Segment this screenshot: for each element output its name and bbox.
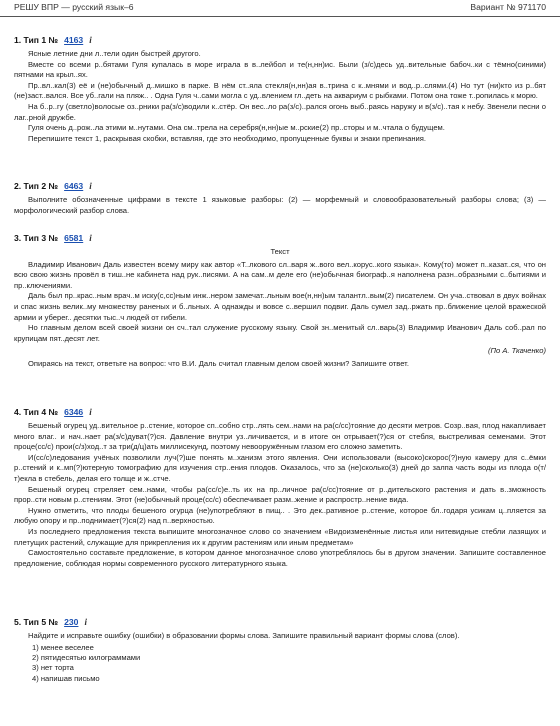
- task-1-heading: [14, 34, 546, 46]
- info-icon[interactable]: i: [89, 34, 92, 45]
- task-3-number-link[interactable]: 6581: [64, 232, 84, 243]
- task-3: [14, 232, 546, 370]
- task-4-line: Бешеный огурец стреляет сем..нами, чтобы ра(сс/с)е..ть их на пр..личное ра(с/сс)тояние от р..дительского растения и дать в..зможность прор..сти новым р..стениям. Этот (не)обычный проце(сс/с) обеспечивает разм..жение и распростр..нение вида.: [14, 484, 546, 505]
- task-5-prefix: 5. Тип 5 №: [14, 616, 59, 627]
- task-1-prefix: 1. Тип 1 №: [14, 34, 59, 45]
- task-1-instruction: Перепишите текст 1, раскрывая скобки, вставляя, где это необходимо, пропущенные буквы и знаки препинания.: [28, 133, 427, 143]
- task-3-prefix: 3. Тип 3 №: [14, 232, 59, 243]
- task-3-question: Опираясь на текст, ответьте на вопрос: что В.И. Даль считал главным делом своей жизни? Запишите ответ.: [28, 358, 409, 368]
- task-4-line: И(сс/с)ледования учёных позволили луч(?)ше понять м..ханизм этого явления. Они использовали (высоко)скорос(?)ную камеру для с..ёмки р..стений и к..мп(?)ютерную томографию для изучения стр..ения плодов. Оказалось, что за (не)сколько(3) дней до залпа часть воды из плода о(т/т)екла в стебель, делая его толще и ж..стче.: [14, 452, 546, 483]
- task-4-number-link[interactable]: 6346: [64, 406, 84, 417]
- task-1-line: На б..р..гу (светло)волосые оз..рники ра(з/с)водили к..стёр. Он вес..ло ра(з/с)..рался огонь выб..раясь наружу и в(з/с)..тая к небу. Звенели песни о лаг..рной дружбе.: [14, 101, 546, 122]
- option-item: 3) нет торта: [32, 663, 74, 673]
- option-item: 4) напишав письмо: [32, 673, 100, 683]
- task-5-line: Найдите и исправьте ошибку (ошибки) в образовании формы слова. Запишите правильный вариант формы слова (слов).: [28, 631, 460, 640]
- task-4-line: Бешеный огурец уд..вительное р..стение, которое сп..собно стр..лять сем..нами на ра(с/сс)тояние до десяти метров. Созр..вая, плод накапливает много влаг.. и нач..нает ра(з/с)дуват(?)ся. Давление внутри уз..личивается, и в итоге он отрывает(?)ся от стебля, выстреливая семенами. Этот проце(сс/с) прои(с/з)ход..т за три(д/ц)ать миллисекунд, поэтому невооружённым глазом его сложно заметить.: [14, 421, 546, 452]
- task-2-heading: [14, 180, 546, 192]
- task-3-heading: [14, 232, 546, 244]
- task-5-heading: [14, 616, 546, 628]
- info-icon[interactable]: i: [89, 232, 92, 243]
- task-1-number-link[interactable]: 4163: [64, 34, 84, 45]
- info-icon[interactable]: i: [84, 616, 87, 627]
- task-4-line: Нужно отметить, что плоды бешеного огурца (не)употребляют в пищ.. . Это дек..ративное р..стение, которое бл..годаря усикам ц..пляется за любую опору и пр..поднимает(?)ся(2) над п..верхностью.: [14, 505, 546, 526]
- task-2-number-link[interactable]: 6463: [64, 180, 84, 191]
- task-4: [14, 406, 546, 569]
- page-header: [14, 0, 546, 14]
- task-3-line: Владимир Иванович Даль известен всему миру как автор «Т..лкового сл..варя ж..вого вел..корус..кого языка». Кому(то) может п..казат..ся, что он всю свою жизнь провёл в тиш..не кабинета над рук..писями. А на сам..м деле его (не)обычная биограф..я наполнена разн..образными с..бытиями и пр..ключениями.: [14, 259, 546, 290]
- task-5-text: [14, 631, 546, 684]
- task-2-line: Выполните обозначенные цифрами в тексте 1 языковые разборы: (2) — морфемный и словообразовательный разборы слова; (3) — морфологический разбор слова.: [14, 195, 546, 215]
- task-4-instruction: Самостоятельно составьте предложение, в котором данное многозначное слово употреблялось бы в другом значении. Запишите составленное предложение, соблюдая нормы современного русского литературного языка.: [14, 548, 546, 568]
- answer-options: [32, 643, 546, 685]
- task-2: [14, 180, 546, 216]
- option-item: 1) менее веселее: [32, 642, 94, 652]
- variant-number: Вариант № 971170: [470, 1, 546, 12]
- task-3-line: Но главным делом всей своей жизни он сч..тал служение русскому языку. Свой зн..менитый сл..варь(3) Владимир Иванович Даль соб..рал по крупицам пят..десят лет.: [14, 323, 546, 343]
- header-title: РЕШУ ВПР — русский язык–6: [14, 1, 134, 12]
- task-1-line: Ясные летние дни л..тели один быстрей другого.: [28, 49, 201, 58]
- task-5: [14, 616, 546, 684]
- info-icon[interactable]: i: [89, 406, 92, 417]
- task-5-number-link[interactable]: 230: [64, 616, 79, 627]
- task-2-prefix: 2. Тип 2 №: [14, 180, 59, 191]
- task-4-heading: [14, 406, 546, 418]
- task-1-line: Гуля очень д..рож..ла этими м..нутами. Она см..трела на серебря(н,нн)ые м..рские(2) пр..сторы и м..чтала о будущем.: [28, 123, 445, 133]
- text-title: Текст: [270, 247, 290, 256]
- task-3-line: Даль был пр..крас..ным врач..м иску(с,сс)ным инж..нером замечат..льным вое(н,нн)ым талантл..вым(2) писателем. Он уча..ствовал в двух войнах и спас жизнь велик..му множеству раненых и б..льных. А однажды и вовсе с..вершил подвиг. Даль сумел зад..ржать пр..ближение целой вражеской армии и уберег.. десятки тыс..ч людей от гибели.: [14, 291, 546, 322]
- text-source: (По А. Ткаченко): [487, 346, 546, 356]
- task-4-text: [14, 421, 546, 569]
- task-2-text: [14, 195, 546, 216]
- task-1-line: Вместе со всеми р..бятами Гуля купалась в море играла в в..лейбол и те(н,нн)ис. Были (з/с)десь уд..вительные бабоч..ки с тёмно(синими) пятнами на крыл..ях.: [14, 59, 546, 80]
- header-divider: [0, 16, 560, 17]
- task-4-prefix: 4. Тип 4 №: [14, 406, 59, 417]
- option-item: 2) пятидесятью килограммами: [32, 653, 141, 662]
- task-4-instruction: Из последнего предложения текста выпишите многозначное слово со значением «Видоизменённые листья или нитевидные стебли лазящих и плетущих растений, служащие для прикрепления их к другим растениям или иным предметам»: [14, 526, 546, 547]
- task-1-line: Пр..вл..кал(3) её и (не)обычный д..мишко в парке. В нём ст..яла стекля(н,нн)ая в..трина с к..мнями и вод..р..слями.(4) Но тут (ни)кто из р..бят (не)заст..вался. Все уб..гали на пляж.. . Одна Гуля ч..сами могла с уд..влением гл..деть на аквариум с рыбками. Потом она тоже т..ропилась к морю.: [14, 80, 546, 101]
- info-icon[interactable]: i: [89, 180, 92, 191]
- task-1: [14, 34, 546, 144]
- task-3-text: [14, 247, 546, 370]
- task-1-text: [14, 49, 546, 144]
